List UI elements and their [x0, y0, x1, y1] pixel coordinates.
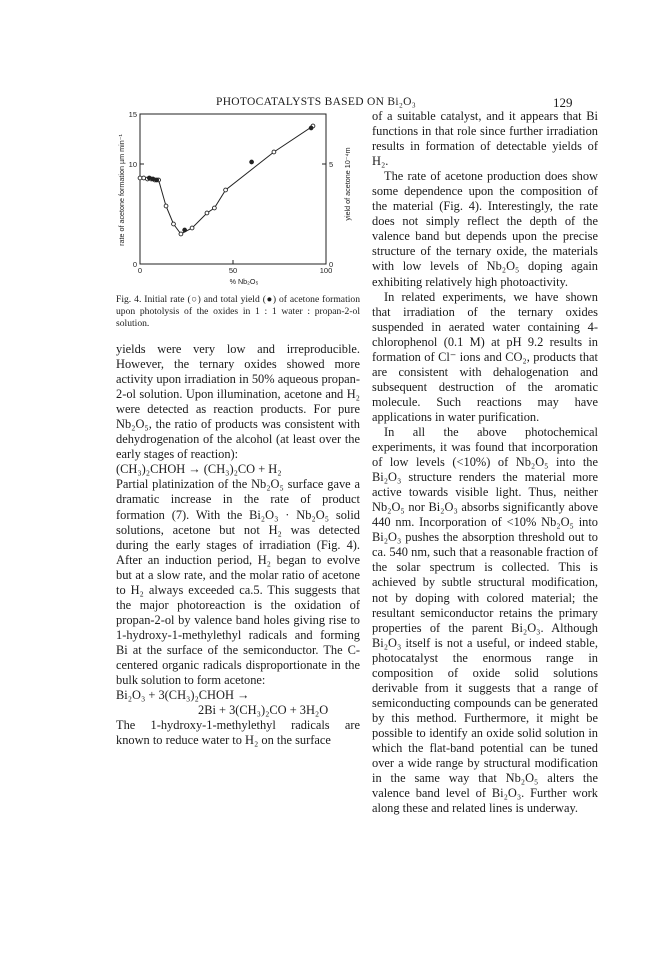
rate-point	[205, 211, 209, 215]
paragraph: In related experiments, we have shown that irradiation of the ternary oxides suspended in aerated water containing 4-chlorophenol (0.1 M) at pH 9.2 results in formation of Cl⁻ ions and CO₂, products that are consistent with dehalogenation and subsequent destruction of the aromatic molecule. Such reactions may have applications in water purification.	[372, 289, 598, 424]
x-axis-label: % Nb₂O₅	[229, 277, 259, 286]
rate-point	[164, 204, 168, 208]
y-right-tick-label: 5	[329, 160, 334, 169]
paragraph: The rate of acetone production does show some dependence upon the composition of the material (Fig. 4). Interestingly, the rate does not simply reflect the depth of the valence band but depends upon the precise structure of the ternary oxide, the materials with low levels of Nb₂O₅ doping again exhibiting relatively high photoactivity.	[372, 169, 598, 289]
x-tick-label: 50	[228, 266, 238, 275]
equation-1: (CH₃)₂CHOH → (CH₃)₂CO + H₂	[116, 462, 282, 477]
yield-point	[155, 178, 159, 182]
yield-point	[147, 176, 151, 180]
running-head: PHOTOCATALYSTS BASED ON Bi₂O₃	[216, 96, 417, 108]
yield-point	[151, 177, 155, 181]
rate-point	[213, 206, 217, 210]
y-right-tick-label: 0	[329, 260, 334, 269]
page-number: 129	[553, 95, 573, 110]
paragraph: of a suitable catalyst, and it appears that Bi functions in that role since further irradiation results in formation of detectable yields of H₂.	[372, 109, 598, 169]
x-tick-label: 100	[319, 266, 333, 275]
y-left-tick-label: 0	[132, 260, 137, 269]
rate-point	[172, 222, 176, 226]
yield-point	[309, 126, 313, 130]
paragraph: yields were very low and irreproducible. However, the ternary oxides showed more activity upon irradiation in 50% aqueous propan-2-ol solution. Upon illumination, acetone and H₂ were detected as reaction products. For pure Nb₂O₅, the ratio of products was consistent with dehydrogenation of the alcohol (at least over the early stages of reaction):	[116, 342, 360, 462]
y-left-tick-label: 10	[128, 160, 137, 169]
right-column	[372, 109, 598, 816]
yield-point	[183, 228, 187, 232]
rate-point	[179, 232, 183, 236]
paragraph: The 1-hydroxy-1-methylethyl radicals are known to reduce water to H₂ on the surface	[116, 718, 360, 748]
paragraph: In all the above photochemical experiments, it was found that incorporation of low levels (<10%) of Nb₂O₅ into the Bi₂O₃ structure renders the material more active towards visible light. Thus, neither Nb₂O₅ nor Bi₂O₃ absorbs significantly above 440 nm. Incorporation of <10% Nb₂O₅ into Bi₂O₃ pushes the absorption threshold out to ca. 540 nm, such that a reasonable fraction of the solar spectrum is collected. This is achieved by subtle structural modification, not by doping with colored material; the resultant semiconductor retains the primary properties of the parent Bi₂O₃. Although Bi₂O₃ itself is not a useful, or indeed stable, photocatalyst the enormous range in composition of oxide solid solutions derivable from it suggests that a range of semiconducting compounds can be generated by this method. Furthermore, it might be possible to identify an oxide solid solution in which the flat-band potential can be tuned over a wide range by structural modification in the same way that Nb₂O₅ alters the valence band level of Bi₂O₃. Further work along these and related lines is underway.	[372, 424, 598, 816]
figure-caption: Fig. 4. Initial rate (○) and total yield (●) of acetone formation upon photolysis of the oxides in 1 : 1 water : propan-2-ol solution.	[116, 294, 360, 329]
yield-point	[250, 160, 254, 164]
rate-point	[224, 188, 228, 192]
equation-2-line-1: Bi₂O₃ + 3(CH₃)₂CHOH →	[116, 688, 250, 703]
y-axis-right-label: yield of acetone 10⁻⁴m	[343, 147, 352, 221]
paragraph: Partial platinization of the Nb₂O₅ surface gave a dramatic increase in the rate of product formation (7). With the Bi₂O₃ · Nb₂O₅ solid solutions, acetone but not H₂ was detected during the early stages of irradiation (Fig. 4). After an induction period, H₂ began to evolve but at a slow rate, and the molar ratio of acetone to H₂ always exceeded ca.5. This suggests that the major photoreaction is the oxidation of propan-2-ol by valence band holes giving rise to 1-hydroxy-1-methylethyl radicals and forming Bi at the surface of the semiconductor. The C-centered organic radicals disproportionate in the bulk solution to form acetone:	[116, 477, 360, 688]
y-left-tick-label: 15	[128, 110, 137, 119]
left-column	[116, 342, 360, 748]
rate-point	[142, 176, 146, 180]
equation-2-line-2: 2Bi + 3(CH₃)₂CO + 3H₂O	[198, 703, 329, 718]
figure-4	[116, 108, 360, 286]
figure-4-chart	[116, 108, 360, 286]
trend-curve	[140, 126, 313, 234]
rate-point	[138, 176, 142, 180]
rate-point	[272, 150, 276, 154]
y-axis-left-label: rate of acetone formation µm min⁻¹	[117, 134, 126, 246]
x-tick-label: 0	[137, 266, 143, 275]
rate-point	[190, 226, 194, 230]
